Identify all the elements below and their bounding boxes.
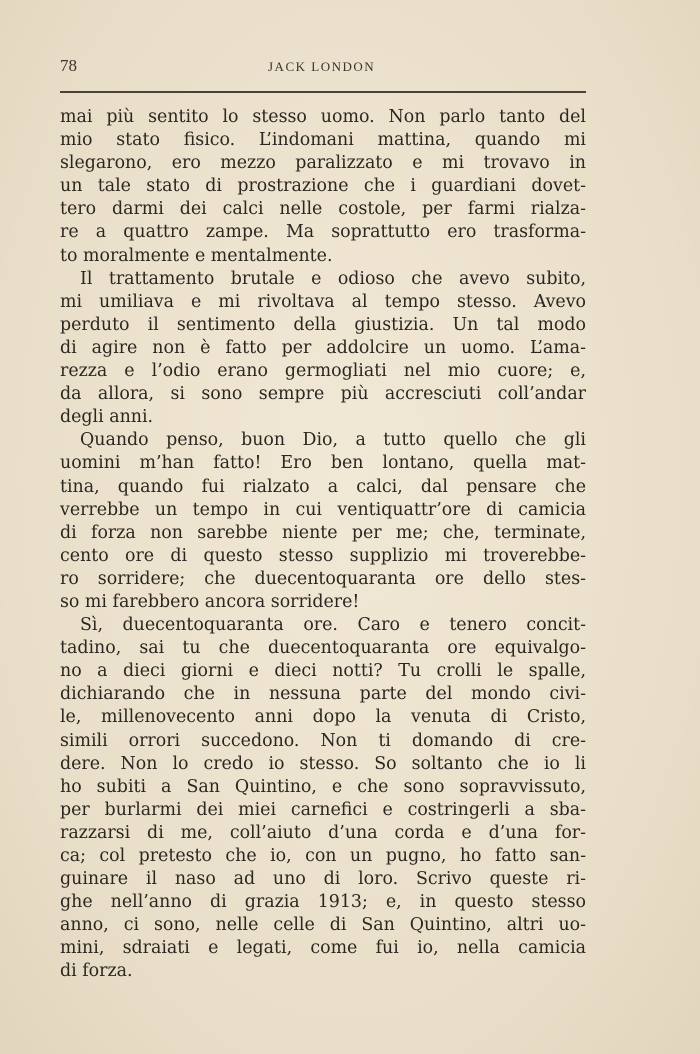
page-header — [60, 56, 586, 80]
text-line: di agire non è fatto per addolcire un uomo. L’ama- — [60, 337, 586, 358]
paragraph — [60, 268, 586, 430]
body-text — [60, 106, 586, 984]
text-line: ho subiti a San Quintino, e che sono sopravvissuto, — [60, 776, 586, 797]
text-line: tadino, sai tu che duecentoquaranta ore equivalgo- — [60, 638, 586, 659]
text-line: Quando penso, buon Dio, a tutto quello che gli — [80, 430, 586, 451]
text-line: dere. Non lo credo io stesso. So soltanto che io li — [60, 753, 586, 774]
paragraph — [60, 614, 586, 984]
text-line: di forza non sarebbe niente per me; che, terminate, — [60, 522, 586, 543]
text-line: uomini m’han fatto! Ero ben lontano, quella mat- — [60, 453, 586, 474]
text-line: no a dieci giorni e dieci notti? Tu crolli le spalle, — [60, 661, 586, 682]
text-line: Sì, duecentoquaranta ore. Caro e tenero concit- — [80, 615, 586, 636]
text-line: ghe nell’anno di grazia 1913; e, in questo stesso — [60, 892, 586, 913]
running-head: JACK LONDON — [268, 59, 376, 74]
text-line: guinare il naso ad uno di loro. Scrivo queste ri- — [60, 869, 586, 890]
text-line: tero darmi dei calci nelle costole, per farmi rialza- — [60, 199, 586, 220]
text-line: dichiarando che in nessuna parte del mondo civi- — [60, 684, 586, 705]
text-line: re a quattro zampe. Ma soprattutto ero trasforma- — [60, 222, 586, 243]
header-rule — [60, 91, 586, 93]
text-line: di forza. — [60, 961, 133, 982]
text-line: degli anni. — [60, 407, 154, 428]
text-line: so mi farebbero ancora sorridere! — [60, 591, 360, 612]
text-line: mai più sentito lo stesso uomo. Non parlo tanto del — [60, 107, 586, 127]
text-line: ro sorridere; che duecentoquaranta ore dello stes- — [60, 568, 586, 589]
text-line: slegarono, ero mezzo paralizzato e mi trovavo in — [60, 153, 586, 174]
text-line: le, millenovecento anni dopo la venuta di Cristo, — [60, 707, 586, 728]
text-line: mini, sdraiati e legati, come fui io, nella camicia — [60, 938, 586, 959]
paragraph — [60, 429, 586, 614]
text-line: rezza e l’odio erano germogliati nel mio cuore; e, — [60, 361, 586, 382]
text-line: simili orrori succedono. Non ti domando di cre- — [60, 730, 586, 751]
text-line: un tale stato di prostrazione che i guardiani dovet- — [60, 176, 586, 197]
text-line: razzarsi di me, coll’aiuto d’una corda e d’una for- — [60, 822, 586, 843]
text-line: mi umiliava e mi rivoltava al tempo stesso. Avevo — [60, 291, 586, 312]
paragraph — [60, 106, 586, 268]
text-line: cento ore di questo stesso supplizio mi troverebbe- — [60, 545, 586, 566]
text-line: mio stato fisico. L’indomani mattina, quando mi — [60, 130, 586, 151]
text-line: tina, quando fui rialzato a calci, dal pensare che — [60, 476, 586, 497]
text-line: ca; col pretesto che io, con un pugno, ho fatto san- — [60, 846, 586, 866]
text-line: da allora, si sono sempre più accresciuti coll’andar — [60, 384, 586, 405]
page-number: 78 — [60, 56, 77, 75]
text-line: verrebbe un tempo in cui ventiquattr’ore di camicia — [60, 499, 586, 520]
text-line: per burlarmi dei miei carnefici e costringerli a sba- — [60, 799, 586, 820]
text-line: Il trattamento brutale e odioso che avevo subito, — [80, 268, 586, 289]
text-line: anno, ci sono, nelle celle di San Quintino, altri uo- — [60, 915, 586, 936]
text-line: to moralmente e mentalmente. — [60, 245, 333, 266]
text-line: perduto il sentimento della giustizia. Un tal modo — [60, 314, 586, 335]
